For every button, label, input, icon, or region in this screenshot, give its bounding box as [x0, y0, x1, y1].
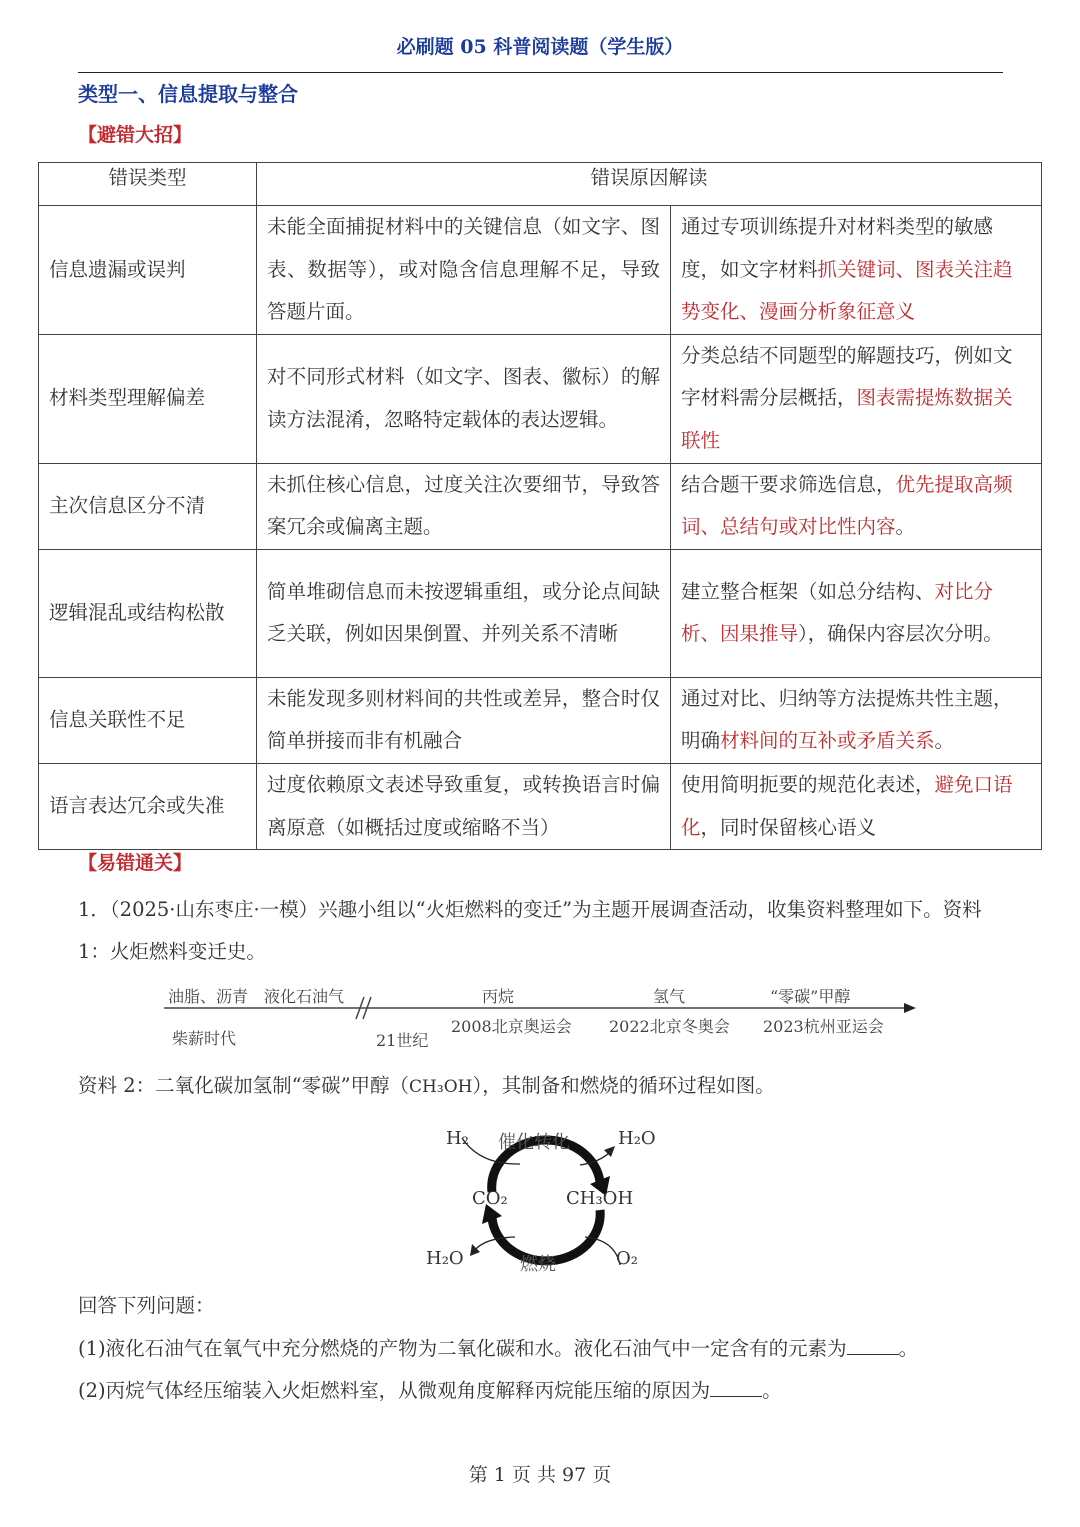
table-row: [39, 677, 1042, 763]
table-row: [39, 763, 1042, 849]
error-reason-cell: 未能全面捕捉材料中的关键信息（如文字、图表、数据等），或对隐含信息理解不足，导致答题片面。: [257, 206, 671, 335]
highlight-text: 避免口语化: [681, 772, 1013, 839]
highlight-text: 图表需提炼数据关联性: [681, 386, 1013, 452]
highlight-text: 对比分析、因果推导: [681, 579, 994, 646]
fix-text: 通过专项训练提升对材料类型的敏感度，如文字材料: [681, 215, 994, 281]
timeline-label: 2023杭州亚运会: [763, 1017, 884, 1036]
answer-prompt: 回答下列问题：: [78, 1294, 215, 1317]
answer-blank-1[interactable]: [847, 1336, 899, 1355]
table-row: [39, 549, 1042, 677]
page-title: 必刷题 05 科普阅读题（学生版）: [396, 36, 684, 58]
highlight-text: 抓关键词、图表关注趋势变化、漫画分析象征意义: [681, 257, 1013, 324]
material-2-text: ），其制备和燃烧的循环过程如图。: [472, 1074, 775, 1097]
error-type-cell: 语言表达冗余或失准: [39, 763, 257, 849]
error-type-cell: 主次信息区分不清: [39, 463, 257, 549]
section-heading: 类型一、信息提取与整合: [78, 82, 298, 106]
timeline-label: 柴薪时代: [172, 1029, 237, 1048]
error-table: [38, 162, 1042, 850]
timeline-label: 液化石油气: [264, 987, 345, 1006]
fix-text: ，同时保留核心语义: [700, 815, 877, 839]
punctuation: 。: [762, 1379, 782, 1402]
error-reason-cell: 未抓住核心信息，过度关注次要细节，导致答案冗余或偏离主题。: [257, 463, 671, 549]
punctuation: 。: [898, 1337, 919, 1360]
page-footer: 第 1 页 共 97 页: [468, 1464, 612, 1486]
fix-strategy-cell: [671, 549, 1042, 677]
header-error-type: 错误类型: [39, 163, 257, 206]
material-2: [78, 1065, 1003, 1108]
h2o-left-label: H₂O: [426, 1248, 464, 1269]
fix-strategy-cell: [671, 677, 1042, 763]
timeline-label: 丙烷: [482, 987, 515, 1006]
highlight-text: 优先提取高频词、总结句或对比性内容: [681, 472, 1013, 539]
tag-practice: 【易错通关】: [78, 852, 193, 874]
timeline-label: 油脂、沥青: [168, 987, 249, 1006]
highlight-text: 材料间的互补或矛盾关系: [720, 729, 935, 753]
error-type-cell: 材料类型理解偏差: [39, 334, 257, 463]
fix-text: ），确保内容层次分明。: [798, 622, 1003, 646]
tag-avoid-errors: 【避错大招】: [78, 124, 193, 146]
timeline-label: 氢气: [653, 987, 686, 1006]
catalytic-conversion-label: 催化转化: [498, 1132, 570, 1153]
h2o-right-label: H₂O: [618, 1128, 656, 1149]
ch3oh-label: CH₃OH: [566, 1188, 634, 1209]
fix-text: 结合题干要求筛选信息，: [681, 472, 896, 496]
timeline-label: 2008北京奥运会: [451, 1017, 572, 1036]
answer-blank-2[interactable]: [710, 1378, 762, 1397]
fix-text: 使用简明扼要的规范化表述，: [681, 772, 935, 796]
table-row: [39, 463, 1042, 549]
error-reason-cell: 未能发现多则材料间的共性或差异，整合时仅简单拼接而非有机融合: [257, 677, 671, 763]
fix-text: 建立整合框架（如总分结构、: [681, 579, 935, 603]
error-reason-cell: 过度依赖原文表述导致重复，或转换语言时偏离原意（如概括过度或缩略不当）: [257, 763, 671, 849]
question-2: [78, 1370, 1003, 1412]
table-row: [39, 334, 1042, 463]
error-type-cell: 信息关联性不足: [39, 677, 257, 763]
co2-label: CO₂: [472, 1188, 508, 1209]
fix-strategy-cell: [671, 763, 1042, 849]
header-error-reason: 错误原因解读: [257, 163, 1042, 206]
error-type-cell: 信息遗漏或误判: [39, 206, 257, 335]
fix-strategy-cell: [671, 334, 1042, 463]
fix-text: 通过对比、归纳等方法提炼共性主题，明确: [681, 686, 1013, 753]
fix-text: 。: [934, 729, 955, 753]
title-divider: [78, 72, 1003, 73]
timeline-label: 21世纪: [376, 1031, 429, 1050]
o2-label: O₂: [616, 1248, 638, 1269]
question-1-text: (1)液化石油气在氧气中充分燃烧的产物为二氧化碳和水。液化石油气中一定含有的元素为: [78, 1337, 847, 1360]
fix-text: 。: [895, 515, 916, 539]
question-1: [78, 1328, 1003, 1370]
table-row: [39, 206, 1042, 335]
error-reason-cell: 对不同形式材料（如文字、图表、徽标）的解读方法混淆，忽略特定载体的表达逻辑。: [257, 334, 671, 463]
h2-label: H₂: [446, 1128, 469, 1149]
error-reason-cell: 简单堆砌信息而未按逻辑重组，或分论点间缺乏关联，例如因果倒置、并列关系不清晰: [257, 549, 671, 677]
timeline-label: 2022北京冬奥会: [609, 1017, 730, 1036]
fix-strategy-cell: [671, 463, 1042, 549]
fix-text: 分类总结不同题型的解题技巧，例如文字材料需分层概括，: [681, 343, 1013, 410]
fix-strategy-cell: [671, 206, 1042, 335]
material-2-text: 资料 2：二氧化碳加氢制“零碳”甲醇（: [78, 1074, 410, 1097]
combustion-label: 燃烧: [520, 1254, 556, 1275]
error-type-cell: 逻辑混乱或结构松散: [39, 549, 257, 677]
question-intro: 1．（2025·山东枣庄·一模）兴趣小组以“火炬燃料的变迁”为主题开展调查活动，收集资料整理如下。资料 1：火炬燃料变迁史。: [78, 898, 982, 963]
question-2-text: (2)丙烷气体经压缩装入火炬燃料室，从微观角度解释丙烷能压缩的原因为: [78, 1379, 711, 1402]
timeline-label: “零碳”甲醇: [770, 987, 851, 1006]
methanol-formula: CH₃OH: [409, 1077, 473, 1097]
table-header-row: [39, 163, 1042, 206]
